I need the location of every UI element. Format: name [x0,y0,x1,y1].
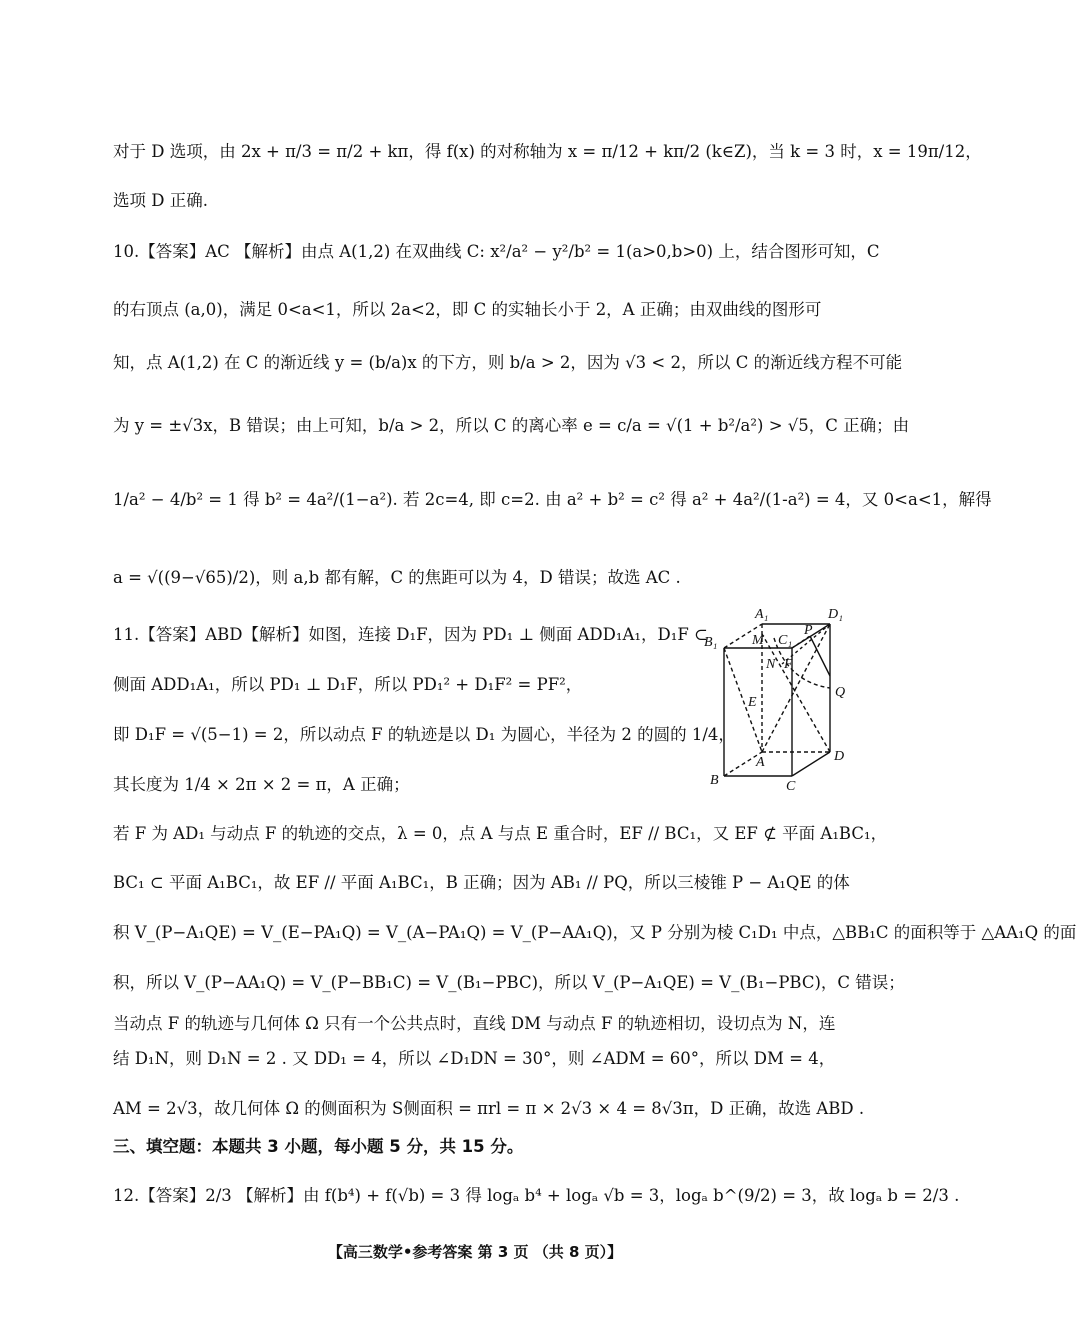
q11-line-6: BC₁ ⊂ 平面 A₁BC₁，故 EF // 平面 A₁BC₁，B 正确；因为 AB₁ // PQ，所以三棱锥 P − A₁QE 的体 [113,873,850,892]
q11-line-9: 当动点 F 的轨迹与几何体 Ω 只有一个公共点时，直线 DM 与动点 F 的轨迹相切，设切点为 N，连 [113,1014,836,1033]
q10-line-4: 为 y = ±√3x，B 错误；由上可知，b/a > 2，所以 C 的离心率 e = c/a = √(1 + b²/a²) > √5，C 正确；由 [113,416,910,435]
label-c: C [786,779,796,794]
line-ad1 [762,624,830,752]
q10-line-6: a = √((9−√65)/2)，则 a,b 都有解，C 的焦距可以为 4，D 错误；故选 AC . [113,568,681,587]
q10-line-3: 知，点 A(1,2) 在 C 的渐近线 y = (b/a)x 的下方，则 b/a > 2，因为 √3 < 2，所以 C 的渐近线方程不可能 [113,353,903,372]
q11-line-8: 积，所以 V_(P−AA₁Q) = V_(P−BB₁C) = V_(B₁−PBC)，所以 V_(P−A₁QE) = V_(B₁−PBC)，C 错误； [113,973,905,992]
q12-line-1: 12.【答案】2/3 【解析】由 f(b⁴) + f(√b) = 3 得 logₐ b⁴ + logₐ √b = 3，logₐ b^(9/2) = 3，故 logₐ b = 2/3 . [113,1186,960,1205]
label-q: Q [835,685,846,700]
q11-line-4: 其长度为 1/4 × 2π × 2 = π，A 正确； [113,775,410,794]
label-f: F [784,657,793,672]
q11-line-10: 结 D₁N，则 D₁N = 2 . 又 DD₁ = 4，所以 ∠D₁DN = 30°，则 ∠ADM = 60°，所以 DM = 4， [113,1049,836,1068]
q11-line-3: 即 D₁F = √(5−1) = 2，所以动点 F 的轨迹是以 D₁ 为圆心，半径为 2 的圆的 1/4， [113,725,735,744]
label-d1: D₁ [828,607,843,622]
section-heading-fill-in: 三、填空题：本题共 3 小题，每小题 5 分，共 15 分。 [113,1137,524,1156]
label-a1: A₁ [755,607,769,622]
label-e: E [748,695,757,710]
label-n: N [766,657,776,672]
label-m: M [752,633,764,648]
q11-line-7: 积 V_(P−A₁QE) = V_(E−PA₁Q) = V_(A−PA₁Q) = V_(P−AA₁Q)，又 P 分别为棱 C₁D₁ 中点，△BB₁C 的面积等于 △AA₁Q 的面 [113,923,1076,942]
edge-cd [792,752,830,776]
label-a: A [756,755,765,770]
page-footer: 【高三数学•参考答案 第 3 页 （共 8 页）】 [327,1243,623,1261]
q10-line-1: 10.【答案】AC 【解析】由点 A(1,2) 在双曲线 C: x²/a² − y²/b² = 1(a>0,b>0) 上，结合图形可知，C [113,242,880,261]
line-option-d-conclusion: 选项 D 正确. [113,191,208,210]
q11-line-1: 11.【答案】ABD【解析】如图，连接 D₁F，因为 PD₁ ⊥ 侧面 ADD₁A₁，D₁F ⊂ [113,625,708,644]
label-d: D [834,749,845,764]
q10-line-5: 1/a² − 4/b² = 1 得 b² = 4a²/(1−a²). 若 2c=4, 即 c=2. 由 a² + b² = c² 得 a² + 4a²/(1-a²) = 4，又 0<a<1，解得 [113,490,992,509]
q10-line-2: 的右顶点 (a,0)，满足 0<a<1，所以 2a<2，即 C 的实轴长小于 2，A 正确；由双曲线的图形可 [113,300,822,319]
q11-line-5: 若 F 为 AD₁ 与动点 F 的轨迹的交点，λ = 0，点 A 与点 E 重合时，EF // BC₁，又 EF ⊄ 平面 A₁BC₁， [113,824,888,843]
prism-figure [700,604,860,794]
line-option-d: 对于 D 选项，由 2x + π/3 = π/2 + kπ，得 f(x) 的对称轴为 x = π/12 + kπ/2 (k∈Z)，当 k = 3 时，x = 19π/12， [113,142,982,161]
label-b: B [710,773,719,788]
label-c1: C₁ [778,633,793,648]
label-b1: B₁ [704,635,718,650]
q11-line-2: 侧面 ADD₁A₁，所以 PD₁ ⊥ D₁F，所以 PD₁² + D₁F² = PF²， [113,675,583,694]
label-p: P [804,623,813,638]
q11-line-11: AM = 2√3，故几何体 Ω 的侧面积为 S侧面积 = πrl = π × 2√3 × 4 = 8√3π，D 正确，故选 ABD . [113,1099,865,1118]
prism-diagram [700,604,860,794]
